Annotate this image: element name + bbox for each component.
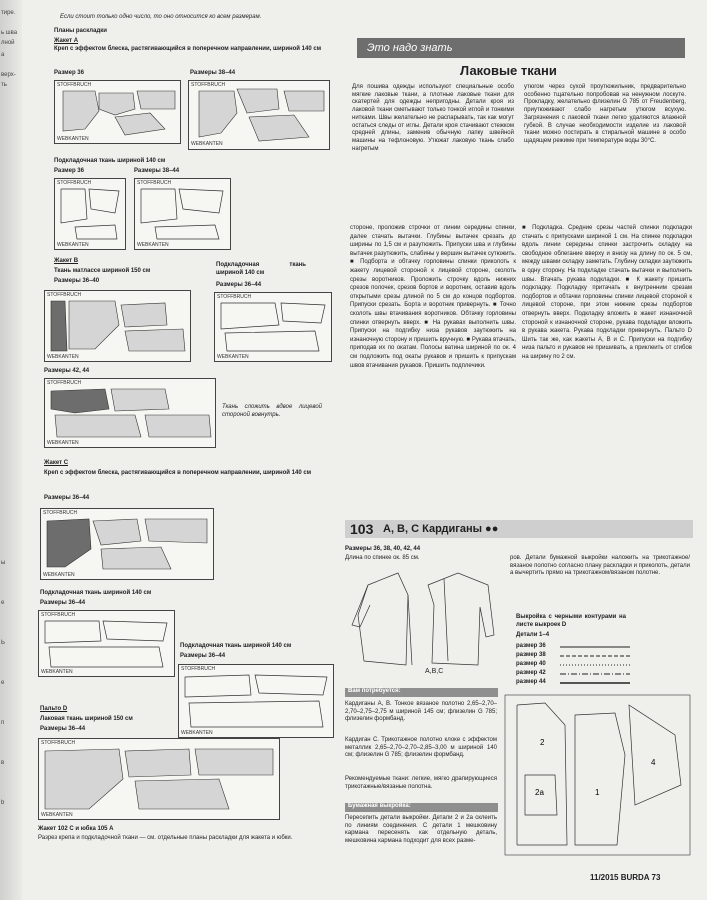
webkanten-label: WEBKANTEN: [137, 242, 169, 248]
gutter-text: ь шва: [1, 30, 18, 36]
size-key: размер 38: [516, 652, 546, 658]
footer-bold: Жакет 102 C и юбка 105 A: [38, 826, 114, 832]
pattern-pieces: [135, 179, 230, 249]
layout-plan: [44, 290, 191, 362]
materials-header: Вам потребуется:: [345, 688, 498, 697]
gutter-text: верх-: [1, 72, 16, 78]
model-views-label: A,B,C: [425, 668, 444, 675]
plans-heading: Планы раскладки: [54, 28, 107, 34]
webkanten-label: WEBKANTEN: [181, 730, 213, 736]
stoffbruch-label: STOFFBRUCH: [217, 294, 252, 300]
tip-banner: [357, 38, 685, 58]
materials-c: Кардиган C. Трикотажное полотно клоке с эффектом металлик 2,65–2,70–2,70–2,85–3,00 м шириной 140 см; флизелин G 785; флизелин формбанд.: [345, 737, 497, 759]
pattern-pieces: [55, 81, 180, 143]
size-label: Размеры 42, 44: [44, 368, 90, 374]
layout-plan: [134, 178, 231, 250]
stoffbruch-label: STOFFBRUCH: [47, 292, 82, 298]
size-key: размер 40: [516, 661, 546, 667]
webkanten-label: WEBKANTEN: [47, 440, 79, 446]
webkanten-label: WEBKANTEN: [41, 669, 73, 675]
size-label: Размеры 38–44: [190, 70, 236, 76]
lining-b-heading: Подкладочная ткань шириной 140 см: [216, 262, 306, 276]
materials-ab: Кардиганы A, B. Тонкое вязаное полотно 2,65–2,70–2,70–2,75–2,75 м шириной 145 см; флизелин G 785; флизелин формбанд.: [345, 701, 497, 723]
jacket-b-heading: Жакет B: [54, 258, 79, 264]
layout-plan: [54, 178, 126, 250]
instructions-col-1: стороне, проложив строчки от линии середины спинки, далее стачать вытачки. Глубины вытачек срезать до ширины по 1,5 см и разутюжить. Припуски шва и глубины вытачек разутюжить, слабины у вершин вытачек сутюжить. ■ Подборта и обтачку горловины спинки приколоть к жакету лицевой стороной к лицевой стороне, сколоть срезы воротников. Проложить строчку вдоль нижних срезов полочек, срезов бортов и воротник, оставив вдоль открытыми срезы длиной по 5 см до концов подбортов. Припуски срезать. Борта и воротник привернуть. ■ Точно сколоть швы втачивания воротников. Обтачку горловины спинки отвернуть вверх. ■ На рукавах выполнить швы. Припуски на подгибку низа рукавов заутюжить на изнаночную сторону и пришить вручную. ■ Рукава втачать, приподав их по окатам. Полосы ватина шириной по ок. 4 см подложить под окаты рукавов и пришить к припускам швов втачивания рукавов. Пришить подплечики.: [350, 225, 516, 369]
stoffbruch-label: STOFFBRUCH: [57, 180, 92, 186]
webkanten-label: WEBKANTEN: [47, 354, 79, 360]
size-label: Размер 36: [54, 168, 84, 174]
size-label: Размеры 36–44: [44, 495, 90, 501]
webkanten-label: WEBKANTEN: [41, 812, 73, 818]
coat-d-heading: Пальто D: [40, 706, 68, 712]
size-line-key: [560, 644, 630, 689]
model-sizes: Размеры 36, 38, 40, 42, 44: [345, 546, 421, 552]
pattern-pieces: [39, 611, 174, 676]
jacket-a-desc: Креп с эффектом блеска, растягивающийся в поперечном направлении, шириной 140 см: [54, 46, 322, 52]
pattern-pieces: [55, 179, 125, 249]
layout-plan: [44, 378, 216, 448]
jacket-c-heading: Жакет C: [44, 460, 69, 466]
stoffbruch-label: STOFFBRUCH: [137, 180, 172, 186]
gutter-text: Ь: [1, 640, 5, 646]
paper-pattern-header: Бумажная выкройка:: [345, 803, 498, 812]
stoffbruch-label: STOFFBRUCH: [43, 510, 78, 516]
model-number: 103: [350, 521, 374, 537]
model-header: [345, 520, 693, 538]
lacquer-text-2: утюгом через сухой проутюжильник, предварительно особенно тщательно попробовав на ненужном лоскуте. Прокладку, желательно флизелин G 785 от Freudenberg, приутюживают слабо нагретым утюгом всухую. Загрязнения с лаковой ткани легко удаляются влажной губкой. В случае необходимости изделие из лаковой ткани можно постирать в стиральной машине в особо щадящем режиме при температуре воды 30°С.: [524, 84, 686, 144]
gutter-text: ть: [1, 82, 7, 88]
stoffbruch-label: STOFFBRUCH: [41, 740, 76, 746]
jacket-a-heading: Жакет A: [54, 38, 79, 44]
svg-text:4: 4: [651, 758, 656, 767]
svg-text:2a: 2a: [535, 788, 544, 797]
webkanten-label: WEBKANTEN: [57, 242, 89, 248]
pattern-pieces: [179, 665, 333, 737]
gutter-text: ы: [1, 560, 6, 566]
size-key: размер 36: [516, 643, 546, 649]
fold-note: Ткань сложить вдвое лицевой стороной вовнутрь.: [222, 404, 322, 418]
paper-pattern-text: Пересепить детали выкройки. Детали 2 и 2а склеить по линиям соединения. С детали 1 мешковину кармана пересенять как отдельную деталь, мешковина кармана подходит для всех разме-: [345, 815, 497, 845]
size-label: Размеры 38–44: [134, 168, 180, 174]
pattern-pieces: [215, 293, 331, 361]
gutter-text: п: [1, 720, 5, 726]
lacquer-text-1: Для пошива одежды используют специальные особо мягкие лаковые ткани, а плотные лаковые ткани для скатертей для одежды непригодны. Детали кроя из лаковой ткани сметывают только тонкой иглой и тонкими нитками. Швы желательно не распарывать, так как могут остаться следы от иглы. Детали кроя стачивают стежком средней длины, заменив обычную лапку швейной машины на тефлоновую. Утюжат лаковую ткань слабо нагретым: [352, 84, 514, 152]
model-length: Длина по спинке ок. 85 см.: [345, 555, 420, 561]
pattern-pieces: [39, 739, 279, 819]
footer-text: Разрез крепа и подкладочной ткани — см. отдельные планы раскладки для жакета и юбки.: [38, 835, 293, 841]
size-label: Размеры 36–44: [40, 600, 86, 606]
pattern-sheet-diagram: [505, 695, 690, 855]
stoffbruch-label: STOFFBRUCH: [47, 380, 82, 386]
header-note: Если стоит только одно число, то оно относится ко всем размерам.: [60, 14, 262, 20]
gutter-text: тире.: [1, 10, 16, 16]
stoffbruch-label: STOFFBRUCH: [57, 82, 92, 88]
jacket-b-desc: Ткань матлассе шириной 150 см: [54, 268, 151, 274]
layout-plan: [214, 292, 332, 362]
pattern-parts: Детали 1–4: [516, 632, 550, 638]
gutter-text: а: [1, 52, 5, 58]
stoffbruch-label: STOFFBRUCH: [41, 612, 76, 618]
instructions-col-2: ■ Подкладка. Средние срезы частей спинки подкладки стачать с припусками шириной 1 см. На спинке подкладки вдоль линии середины спинки застрочить складку на свободное облегание вверху и внизу на длину по ок. 5 см, между швами складку заметать. Глубину складки заутюжить в одну сторону. На подкладке стачать вытачки и выполнить швы. Втачать рукава подкладки. ■ К жакету пришить подкладку. Подкладку притачать к внутренним срезам подбортов и обтачки горловины спинки лицевой стороной к лицевой стороне, при этом нижние срезы подбортов отвернуть вверх. Подкладку вложить в жакет изнаночной стороной к изнаночной стороне, рукава подкладки вложить в рукава жакета. Рукава подкладки привернуть. Пальто D Шить так же, как жакеты A, B и C. Припуски на подгибку низа пальто и рукавов не пришивать, а приклеить от сгибов на ширину по 2 см.: [522, 225, 692, 360]
svg-text:2: 2: [540, 738, 545, 747]
coat-d-desc: Лаковая ткань шириной 150 см: [40, 716, 133, 722]
webkanten-label: WEBKANTEN: [191, 141, 223, 147]
webkanten-label: WEBKANTEN: [217, 354, 249, 360]
size-label: Размер 36: [54, 70, 84, 76]
layout-plan: [54, 80, 181, 144]
layout-plan: [38, 610, 175, 677]
layout-plan: [188, 80, 330, 150]
pattern-header: Выкройка с черными контурами на листе выкроек D: [516, 614, 626, 628]
layout-plan: [40, 508, 214, 580]
webkanten-label: WEBKANTEN: [43, 572, 75, 578]
page-footer: 11/2015 BURDA 73: [590, 873, 661, 882]
pattern-pieces: [45, 379, 215, 447]
lining-heading: Подкладочная ткань шириной 140 см: [40, 590, 152, 596]
gutter-text: е: [1, 600, 5, 606]
stoffbruch-label: STOFFBRUCH: [191, 82, 226, 88]
lacquer-title: Лаковые ткани: [460, 63, 557, 78]
page-gutter: [0, 0, 22, 900]
gutter-text: b: [1, 800, 5, 806]
size-label: Размеры 36–44: [216, 282, 262, 288]
svg-text:1: 1: [595, 788, 600, 797]
size-key: размер 42: [516, 670, 546, 676]
webkanten-label: WEBKANTEN: [57, 136, 89, 142]
size-label: Размеры 36–44: [40, 726, 86, 732]
jacket-c-desc: Креп с эффектом блеска, растягивающийся в поперечном направлении, шириной 140 см: [44, 470, 312, 476]
model-title: A, B, C Кардиганы ●●: [383, 523, 499, 535]
pattern-pieces: [45, 291, 190, 361]
tip-banner-text: Это надо знать: [367, 42, 453, 54]
gutter-text: в: [1, 760, 5, 766]
recommended-fabrics: Рекомендуемые ткани: легкие, мягко драпирующиеся трикотажные/вязаные полотна.: [345, 776, 497, 790]
size-label: Размеры 36–44: [180, 653, 226, 659]
layout-plan: [178, 664, 334, 738]
layout-plan: [38, 738, 280, 820]
pattern-pieces: [41, 509, 213, 579]
size-key: размер 44: [516, 679, 546, 685]
pattern-pieces: [189, 81, 329, 149]
procedure-text: ров. Детали бумажной выкройки наложить на трикотажное/вязаное полотно согласно плану раскладки и приколоть, детали а вычертить прямо на трикотажном/вязаном полотне.: [510, 555, 690, 577]
size-label: Размеры 36–40: [54, 278, 100, 284]
lining-heading: Подкладочная ткань шириной 140 см: [54, 158, 166, 164]
gutter-text: лной: [1, 40, 15, 46]
gutter-text: е: [1, 680, 5, 686]
lining-heading: Подкладочная ткань шириной 140 см: [180, 643, 292, 649]
cardigan-sketch: [348, 565, 498, 675]
stoffbruch-label: STOFFBRUCH: [181, 666, 216, 672]
